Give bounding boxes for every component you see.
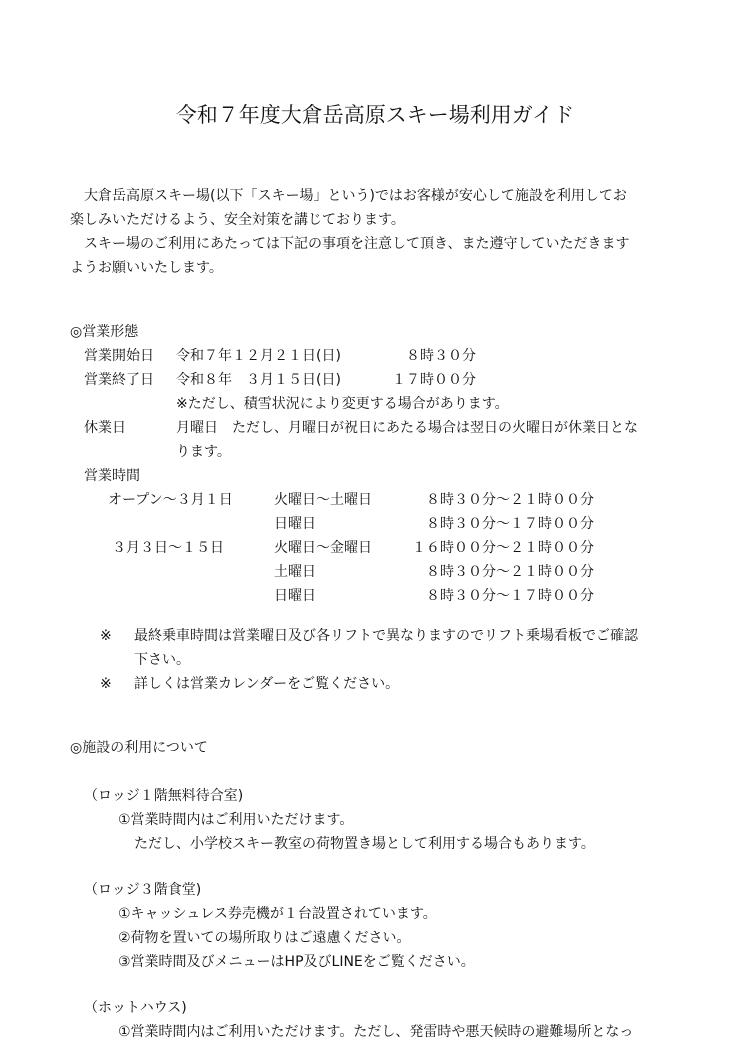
hothouse-item-1: ①営業時間内はご利用いただけます。ただし、発雷時や悪天候時の避難場所となっ — [118, 1024, 634, 1040]
closed-day-text-line-1: 月曜日 ただし、月曜日が祝日にあたる場合は翌日の火曜日が休業日とな — [176, 420, 638, 436]
intro-paragraph-1-line-2: 楽しみいただけるよう、安全対策を講じております。 — [70, 212, 405, 228]
note-1-mark: ※ — [100, 628, 112, 644]
lodge3-item-2: ②荷物を置いての場所取りはご遠慮ください。 — [118, 930, 411, 946]
start-date-label: 営業開始日 — [84, 348, 154, 364]
hours-row-days: 土曜日 — [274, 564, 316, 580]
hours-row-period: ３月３日～１５日 — [112, 540, 224, 556]
document-title: 令和７年度大倉岳高原スキー場利用ガイド — [175, 103, 575, 127]
closed-day-text-line-2: ります。 — [176, 444, 231, 460]
hours-row-days: 火曜日～土曜日 — [274, 492, 372, 508]
hours-row-time: ８時３０分～２１時００分 — [426, 564, 594, 580]
lodge3-heading: （ロッジ３階食堂) — [84, 882, 202, 898]
hours-row-time: ８時３０分～２１時００分 — [426, 492, 594, 508]
lodge3-item-1: ①キャッシュレス券売機が１台設置されています。 — [118, 906, 437, 922]
hours-label: 営業時間 — [84, 468, 140, 484]
hours-row-time: １６時００分～２１時００分 — [412, 540, 594, 556]
lodge3-item-3: ③営業時間及びメニューはHP及びLINEをご覧ください。 — [118, 954, 475, 970]
hours-row-time: ８時３０分～１７時００分 — [426, 516, 594, 532]
closed-day-label: 休業日 — [84, 420, 126, 436]
hours-row-days: 日曜日 — [274, 516, 316, 532]
end-date-label: 営業終了日 — [84, 372, 154, 388]
note-2-line-1: 詳しくは営業カレンダーをご覧ください。 — [134, 676, 400, 692]
start-time-value: ８時３０分 — [406, 348, 476, 364]
end-date-value: 令和８年 ３月１５日(日) — [176, 372, 341, 388]
note-1-line-1: 最終乗車時間は営業曜日及び各リフトで異なりますのでリフト乗場看板でご確認 — [134, 628, 638, 644]
note-2-mark: ※ — [100, 676, 112, 692]
intro-paragraph-2-line-2: ようお願いいたします。 — [70, 260, 223, 276]
hours-row-days: 日曜日 — [274, 588, 316, 604]
hours-row-period: オープン～３月１日 — [108, 492, 233, 508]
lodge1-item-1: ①営業時間内はご利用いただけます。 — [118, 812, 354, 828]
lodge1-heading: （ロッジ１階無料待合室) — [84, 788, 244, 804]
hours-row-time: ８時３０分～１７時００分 — [426, 588, 594, 604]
note-1-line-2: 下さい。 — [134, 652, 190, 668]
end-date-note: ※ただし、積雪状況により変更する場合があります。 — [176, 396, 509, 412]
lodge1-item-1-continued: ただし、小学校スキー教室の荷物置き場として利用する場合もあります。 — [134, 836, 595, 852]
hours-row-days: 火曜日～金曜日 — [274, 540, 372, 556]
facilities-heading: ◎施設の利用について — [70, 740, 208, 756]
hothouse-heading: （ホットハウス) — [84, 1000, 187, 1016]
start-date-value: 令和７年１２月２１日(日) — [176, 348, 341, 364]
intro-paragraph-2-line-1: スキー場のご利用にあたっては下記の事項を注意して頂き、また遵守していただきます — [70, 236, 630, 252]
end-time-value: １７時００分 — [392, 372, 476, 388]
intro-paragraph-1-line-1: 大倉岳高原スキー場(以下「スキー場」という)ではお客様が安心して施設を利用してお — [70, 188, 627, 204]
operation-heading: ◎営業形態 — [70, 324, 139, 340]
